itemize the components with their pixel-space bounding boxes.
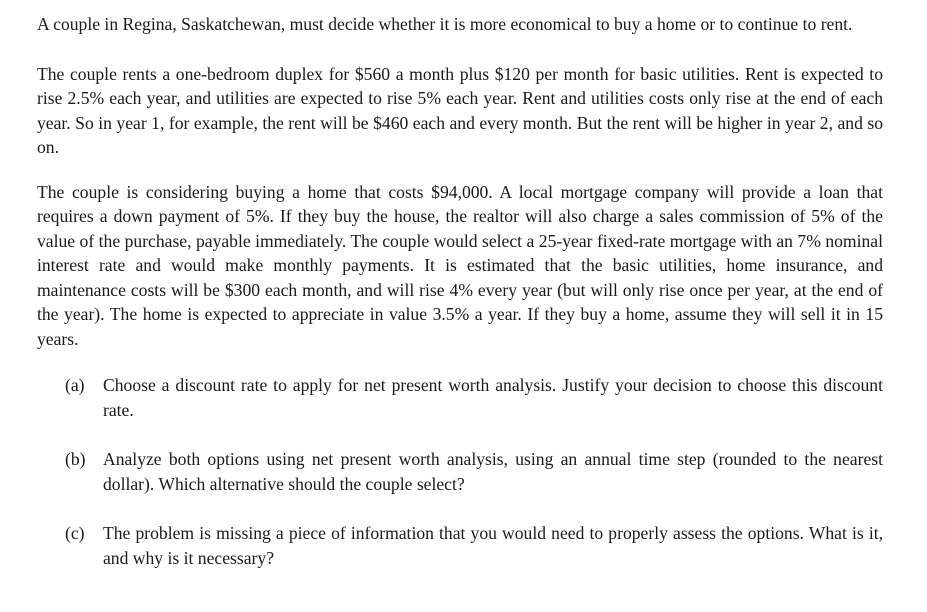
home-purchase-paragraph: The couple is considering buying a home that costs $94,000. A local mortgage company will provide a loan that requires a down payment of 5%. If they buy the house, the realtor will also charge a sales commission of 5% of the value of the purchase, payable immediately. The couple would select a 25-year fixed-rate mortgage with an 7% nominal interest rate and would make monthly payments. It is estimated that the basic utilities, home insurance, and maintenance costs will be $300 each month, and will rise 4% every year (but will only rise once per year, at the end of the year). The home is expected to appreciate in value 3.5% a year. If they buy a home, assume they will sell it in 15 years.: [37, 181, 883, 349]
intro-paragraph: A couple in Regina, Saskatchewan, must decide whether it is more economical to buy a home or to continue to rent.: [37, 14, 853, 34]
question-a-text: Choose a discount rate to apply for net present worth analysis. Justify your decision to choose this discount rate.: [103, 375, 883, 420]
question-b-text: Analyze both options using net present worth analysis, using an annual time step (rounded to the nearest dollar). Which alternative should the couple select?: [103, 449, 883, 494]
question-a-label: (a): [65, 375, 85, 395]
question-c: [65, 521, 883, 570]
rent-paragraph: The couple rents a one-bedroom duplex for $560 a month plus $120 per month for basic utilities. Rent is expected to rise 2.5% each year, and utilities are expected to rise 5% each year. Rent and utilities costs only rise at the end of each year. So in year 1, for example, the rent will be $460 each and every month. But the rent will be higher in year 2, and so on.: [37, 63, 883, 157]
question-b-label: (b): [65, 449, 86, 469]
question-c-text: The problem is missing a piece of information that you would need to properly assess the options. What is it, and why is it necessary?: [103, 523, 883, 568]
problem-document: [37, 12, 883, 570]
question-a: [65, 373, 883, 422]
question-list: [65, 373, 883, 570]
question-c-label: (c): [65, 523, 85, 543]
question-b: [65, 447, 883, 496]
